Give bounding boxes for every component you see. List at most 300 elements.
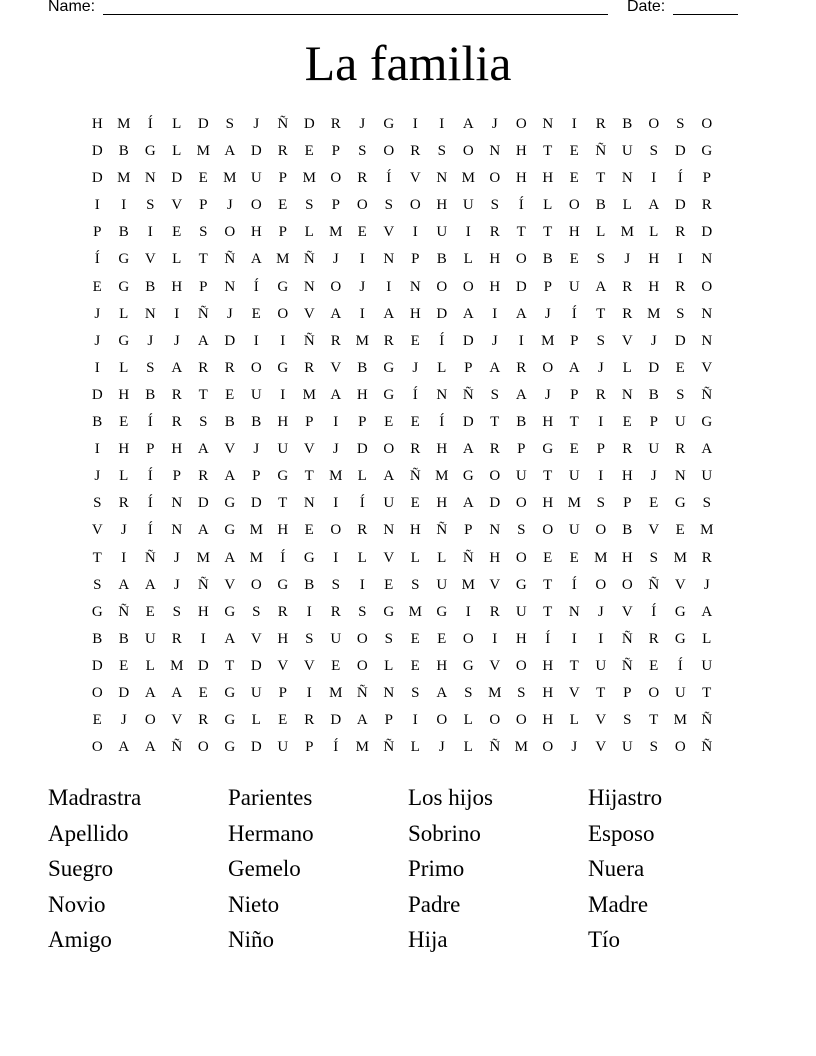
grid-letter[interactable]: G: [436, 603, 448, 620]
grid-letter[interactable]: V: [701, 359, 713, 376]
grid-letter[interactable]: J: [491, 332, 498, 349]
grid-letter[interactable]: I: [200, 630, 206, 647]
grid-letter[interactable]: Í: [147, 495, 153, 512]
grid-letter[interactable]: Í: [518, 197, 524, 214]
grid-letter[interactable]: P: [331, 143, 340, 160]
grid-letter[interactable]: E: [92, 712, 102, 729]
grid-letter[interactable]: O: [277, 305, 289, 322]
grid-letter[interactable]: U: [330, 630, 342, 647]
grid-letter[interactable]: E: [198, 170, 208, 187]
grid-letter[interactable]: E: [410, 630, 420, 647]
grid-letter[interactable]: A: [595, 278, 607, 295]
grid-letter[interactable]: E: [410, 657, 420, 674]
grid-letter[interactable]: L: [357, 468, 367, 485]
grid-letter[interactable]: V: [303, 305, 315, 322]
grid-letter[interactable]: R: [304, 359, 315, 376]
grid-letter[interactable]: P: [172, 468, 181, 485]
grid-letter[interactable]: M: [117, 116, 131, 132]
grid-letter[interactable]: N: [436, 386, 448, 403]
grid-letter[interactable]: E: [569, 549, 579, 566]
grid-letter[interactable]: S: [490, 386, 499, 403]
grid-letter[interactable]: G: [144, 143, 156, 160]
grid-letter[interactable]: H: [648, 278, 660, 295]
grid-letter[interactable]: I: [359, 576, 365, 593]
grid-letter[interactable]: S: [490, 197, 499, 214]
grid-letter[interactable]: A: [118, 739, 130, 756]
grid-letter[interactable]: P: [570, 332, 579, 349]
grid-letter[interactable]: V: [224, 576, 236, 593]
grid-letter[interactable]: S: [464, 684, 473, 701]
grid-letter[interactable]: R: [330, 603, 341, 620]
grid-letter[interactable]: T: [543, 468, 553, 485]
grid-letter[interactable]: Í: [94, 251, 100, 268]
grid-letter[interactable]: T: [490, 414, 500, 431]
grid-letter[interactable]: H: [409, 522, 421, 539]
grid-letter[interactable]: I: [439, 116, 445, 132]
grid-letter[interactable]: P: [649, 414, 658, 431]
grid-letter[interactable]: O: [330, 522, 342, 539]
grid-letter[interactable]: Í: [545, 630, 551, 647]
grid-letter[interactable]: Í: [412, 386, 418, 403]
grid-letter[interactable]: O: [91, 739, 103, 756]
grid-letter[interactable]: M: [647, 305, 661, 322]
grid-letter[interactable]: M: [541, 332, 555, 349]
grid-letter[interactable]: I: [465, 224, 471, 241]
grid-letter[interactable]: I: [598, 468, 604, 485]
grid-letter[interactable]: E: [649, 495, 659, 512]
grid-letter[interactable]: A: [197, 332, 209, 349]
grid-letter[interactable]: V: [91, 522, 103, 539]
grid-letter[interactable]: D: [701, 224, 713, 241]
grid-letter[interactable]: L: [410, 739, 420, 756]
grid-letter[interactable]: V: [224, 441, 236, 458]
grid-letter[interactable]: S: [596, 332, 605, 349]
grid-letter[interactable]: I: [306, 603, 312, 620]
grid-letter[interactable]: I: [121, 197, 127, 214]
grid-letter[interactable]: M: [673, 549, 687, 566]
grid-letter[interactable]: J: [703, 576, 710, 593]
grid-letter[interactable]: M: [567, 495, 581, 512]
grid-letter[interactable]: A: [648, 197, 660, 214]
grid-letter[interactable]: G: [303, 549, 315, 566]
grid-letter[interactable]: I: [598, 630, 604, 647]
grid-letter[interactable]: S: [384, 197, 393, 214]
grid-letter[interactable]: R: [489, 224, 500, 241]
grid-letter[interactable]: V: [303, 441, 315, 458]
grid-letter[interactable]: E: [357, 224, 367, 241]
grid-letter[interactable]: G: [701, 143, 713, 160]
grid-letter[interactable]: Í: [333, 739, 339, 756]
grid-letter[interactable]: J: [253, 116, 260, 132]
grid-letter[interactable]: O: [409, 197, 421, 214]
grid-letter[interactable]: E: [145, 603, 155, 620]
grid-letter[interactable]: P: [702, 170, 711, 187]
grid-letter[interactable]: D: [436, 305, 448, 322]
grid-letter[interactable]: G: [383, 116, 395, 132]
grid-letter[interactable]: U: [674, 684, 686, 701]
grid-letter[interactable]: O: [383, 441, 395, 458]
grid-letter[interactable]: A: [144, 739, 156, 756]
grid-letter[interactable]: O: [462, 143, 474, 160]
grid-letter[interactable]: J: [624, 251, 631, 268]
grid-letter[interactable]: O: [356, 657, 368, 674]
grid-letter[interactable]: O: [568, 197, 580, 214]
grid-letter[interactable]: P: [623, 684, 632, 701]
grid-letter[interactable]: I: [412, 116, 418, 132]
grid-letter[interactable]: P: [570, 386, 579, 403]
grid-letter[interactable]: O: [197, 739, 209, 756]
grid-letter[interactable]: S: [305, 197, 314, 214]
grid-letter[interactable]: I: [333, 549, 339, 566]
grid-letter[interactable]: D: [250, 657, 262, 674]
grid-letter[interactable]: T: [92, 549, 102, 566]
grid-letter[interactable]: V: [171, 712, 183, 729]
grid-letter[interactable]: P: [517, 441, 526, 458]
grid-letter[interactable]: H: [542, 712, 554, 729]
grid-letter[interactable]: U: [701, 657, 713, 674]
grid-letter[interactable]: Ñ: [197, 576, 209, 593]
grid-letter[interactable]: N: [303, 278, 315, 295]
grid-letter[interactable]: L: [304, 224, 314, 241]
grid-letter[interactable]: L: [649, 224, 659, 241]
grid-letter[interactable]: Í: [439, 414, 445, 431]
grid-letter[interactable]: M: [170, 657, 184, 674]
grid-letter[interactable]: S: [517, 522, 526, 539]
grid-letter[interactable]: H: [489, 251, 501, 268]
grid-letter[interactable]: N: [144, 305, 156, 322]
grid-letter[interactable]: S: [172, 603, 181, 620]
grid-letter[interactable]: N: [489, 143, 501, 160]
grid-letter[interactable]: D: [197, 657, 209, 674]
grid-letter[interactable]: S: [358, 143, 367, 160]
grid-letter[interactable]: V: [409, 170, 421, 187]
grid-letter[interactable]: L: [543, 197, 553, 214]
grid-letter[interactable]: I: [492, 305, 498, 322]
grid-letter[interactable]: L: [145, 657, 155, 674]
grid-letter[interactable]: J: [173, 332, 180, 349]
grid-letter[interactable]: U: [250, 170, 262, 187]
grid-letter[interactable]: H: [621, 549, 633, 566]
grid-letter[interactable]: H: [409, 305, 421, 322]
grid-letter[interactable]: A: [118, 576, 130, 593]
grid-letter[interactable]: N: [701, 305, 713, 322]
grid-letter[interactable]: J: [412, 359, 419, 376]
grid-letter[interactable]: I: [94, 359, 100, 376]
grid-letter[interactable]: M: [249, 522, 263, 539]
grid-letter[interactable]: I: [174, 305, 180, 322]
grid-letter[interactable]: J: [94, 332, 101, 349]
grid-letter[interactable]: B: [304, 576, 315, 593]
grid-letter[interactable]: A: [144, 576, 156, 593]
grid-letter[interactable]: R: [171, 630, 182, 647]
grid-letter[interactable]: N: [701, 251, 713, 268]
grid-letter[interactable]: J: [173, 549, 180, 566]
grid-letter[interactable]: G: [515, 576, 527, 593]
grid-letter[interactable]: Ñ: [621, 630, 633, 647]
grid-letter[interactable]: R: [330, 332, 341, 349]
grid-letter[interactable]: R: [595, 116, 606, 132]
grid-letter[interactable]: H: [515, 630, 527, 647]
grid-letter[interactable]: T: [596, 170, 606, 187]
grid-letter[interactable]: B: [542, 251, 553, 268]
grid-letter[interactable]: L: [463, 739, 473, 756]
grid-letter[interactable]: U: [568, 522, 580, 539]
grid-letter[interactable]: U: [436, 576, 448, 593]
grid-letter[interactable]: T: [543, 143, 553, 160]
grid-letter[interactable]: R: [198, 468, 209, 485]
grid-letter[interactable]: Ñ: [277, 116, 289, 132]
grid-letter[interactable]: Ñ: [197, 305, 209, 322]
grid-letter[interactable]: E: [569, 143, 579, 160]
grid-letter[interactable]: L: [251, 712, 261, 729]
grid-letter[interactable]: D: [462, 332, 474, 349]
grid-letter[interactable]: U: [595, 657, 607, 674]
grid-letter[interactable]: O: [489, 468, 501, 485]
grid-letter[interactable]: P: [358, 414, 367, 431]
grid-letter[interactable]: H: [436, 495, 448, 512]
grid-letter[interactable]: P: [464, 522, 473, 539]
grid-letter[interactable]: G: [383, 386, 395, 403]
grid-letter[interactable]: P: [623, 495, 632, 512]
grid-letter[interactable]: O: [515, 549, 527, 566]
grid-letter[interactable]: E: [675, 522, 685, 539]
grid-letter[interactable]: N: [621, 386, 633, 403]
grid-letter[interactable]: A: [462, 116, 474, 132]
grid-letter[interactable]: O: [436, 712, 448, 729]
grid-letter[interactable]: Ñ: [462, 386, 474, 403]
grid-letter[interactable]: Ñ: [462, 549, 474, 566]
grid-letter[interactable]: O: [515, 116, 527, 132]
grid-letter[interactable]: T: [198, 386, 208, 403]
grid-letter[interactable]: D: [674, 143, 686, 160]
grid-letter[interactable]: I: [121, 549, 127, 566]
grid-letter[interactable]: U: [436, 224, 448, 241]
grid-letter[interactable]: R: [383, 332, 394, 349]
grid-letter[interactable]: M: [329, 684, 343, 701]
grid-letter[interactable]: I: [571, 630, 577, 647]
grid-letter[interactable]: J: [332, 251, 339, 268]
grid-letter[interactable]: O: [648, 684, 660, 701]
grid-letter[interactable]: Í: [439, 332, 445, 349]
grid-letter[interactable]: H: [515, 170, 527, 187]
grid-letter[interactable]: Í: [147, 468, 153, 485]
grid-letter[interactable]: U: [515, 603, 527, 620]
grid-letter[interactable]: M: [329, 468, 343, 485]
grid-letter[interactable]: G: [277, 278, 289, 295]
grid-letter[interactable]: A: [515, 386, 527, 403]
grid-letter[interactable]: B: [118, 630, 129, 647]
grid-letter[interactable]: Ñ: [648, 576, 660, 593]
grid-letter[interactable]: Ñ: [303, 251, 315, 268]
grid-letter[interactable]: D: [91, 386, 103, 403]
grid-letter[interactable]: M: [355, 332, 369, 349]
grid-letter[interactable]: N: [489, 522, 501, 539]
grid-letter[interactable]: E: [675, 359, 685, 376]
grid-letter[interactable]: I: [253, 332, 259, 349]
grid-letter[interactable]: P: [305, 739, 314, 756]
grid-letter[interactable]: Ñ: [489, 739, 501, 756]
grid-letter[interactable]: S: [252, 603, 261, 620]
grid-letter[interactable]: M: [620, 224, 634, 241]
grid-letter[interactable]: O: [462, 630, 474, 647]
grid-letter[interactable]: M: [355, 739, 369, 756]
grid-letter[interactable]: T: [543, 224, 553, 241]
grid-letter[interactable]: E: [251, 305, 261, 322]
grid-letter[interactable]: O: [515, 251, 527, 268]
grid-letter[interactable]: R: [701, 197, 712, 214]
grid-letter[interactable]: T: [516, 224, 526, 241]
grid-letter[interactable]: E: [198, 684, 208, 701]
grid-letter[interactable]: M: [408, 603, 422, 620]
grid-letter[interactable]: H: [250, 224, 262, 241]
grid-letter[interactable]: G: [118, 278, 130, 295]
grid-letter[interactable]: D: [197, 116, 209, 132]
date-blank-line[interactable]: [673, 14, 738, 15]
grid-letter[interactable]: J: [571, 739, 578, 756]
grid-letter[interactable]: A: [197, 522, 209, 539]
grid-letter[interactable]: G: [674, 495, 686, 512]
grid-letter[interactable]: A: [144, 684, 156, 701]
grid-letter[interactable]: M: [223, 170, 237, 187]
grid-letter[interactable]: O: [383, 143, 395, 160]
grid-letter[interactable]: A: [330, 305, 342, 322]
grid-letter[interactable]: H: [542, 657, 554, 674]
grid-letter[interactable]: D: [91, 170, 103, 187]
grid-letter[interactable]: R: [330, 116, 341, 132]
grid-letter[interactable]: O: [330, 170, 342, 187]
grid-letter[interactable]: A: [462, 495, 474, 512]
grid-letter[interactable]: S: [146, 359, 155, 376]
grid-letter[interactable]: E: [410, 332, 420, 349]
grid-letter[interactable]: U: [250, 386, 262, 403]
grid-letter[interactable]: Í: [147, 522, 153, 539]
grid-letter[interactable]: L: [172, 116, 182, 132]
grid-letter[interactable]: O: [515, 657, 527, 674]
grid-letter[interactable]: Í: [677, 170, 683, 187]
grid-letter[interactable]: U: [674, 414, 686, 431]
grid-letter[interactable]: A: [701, 603, 713, 620]
grid-letter[interactable]: Í: [147, 414, 153, 431]
grid-letter[interactable]: A: [383, 468, 395, 485]
grid-letter[interactable]: R: [516, 359, 527, 376]
grid-letter[interactable]: A: [462, 305, 474, 322]
grid-letter[interactable]: O: [542, 739, 554, 756]
grid-letter[interactable]: R: [622, 305, 633, 322]
grid-letter[interactable]: M: [461, 170, 475, 187]
grid-letter[interactable]: I: [598, 414, 604, 431]
grid-letter[interactable]: S: [305, 630, 314, 647]
grid-letter[interactable]: O: [489, 170, 501, 187]
grid-letter[interactable]: H: [277, 414, 289, 431]
grid-letter[interactable]: H: [171, 278, 183, 295]
grid-letter[interactable]: B: [648, 386, 659, 403]
grid-letter[interactable]: I: [333, 414, 339, 431]
grid-letter[interactable]: M: [196, 549, 210, 566]
grid-letter[interactable]: J: [226, 305, 233, 322]
grid-letter[interactable]: H: [91, 116, 103, 132]
grid-letter[interactable]: U: [568, 468, 580, 485]
grid-letter[interactable]: L: [437, 359, 447, 376]
grid-letter[interactable]: J: [94, 305, 101, 322]
grid-letter[interactable]: L: [569, 712, 579, 729]
grid-letter[interactable]: G: [462, 657, 474, 674]
grid-letter[interactable]: N: [383, 684, 395, 701]
grid-letter[interactable]: M: [117, 170, 131, 187]
grid-letter[interactable]: Í: [386, 170, 392, 187]
grid-letter[interactable]: R: [171, 414, 182, 431]
grid-letter[interactable]: E: [384, 414, 394, 431]
grid-letter[interactable]: D: [250, 143, 262, 160]
grid-letter[interactable]: O: [674, 739, 686, 756]
grid-letter[interactable]: E: [543, 549, 553, 566]
grid-letter[interactable]: E: [92, 278, 102, 295]
grid-letter[interactable]: S: [676, 305, 685, 322]
grid-letter[interactable]: O: [648, 116, 660, 132]
grid-letter[interactable]: S: [649, 549, 658, 566]
grid-letter[interactable]: L: [596, 224, 606, 241]
grid-letter[interactable]: J: [597, 359, 604, 376]
grid-letter[interactable]: H: [436, 441, 448, 458]
grid-letter[interactable]: P: [331, 197, 340, 214]
grid-letter[interactable]: B: [92, 414, 103, 431]
grid-letter[interactable]: J: [544, 386, 551, 403]
grid-letter[interactable]: Ñ: [595, 143, 607, 160]
grid-letter[interactable]: S: [596, 495, 605, 512]
grid-letter[interactable]: H: [356, 386, 368, 403]
grid-letter[interactable]: L: [172, 143, 182, 160]
grid-letter[interactable]: S: [596, 251, 605, 268]
grid-letter[interactable]: O: [515, 712, 527, 729]
grid-letter[interactable]: E: [304, 522, 314, 539]
grid-letter[interactable]: J: [120, 522, 127, 539]
grid-letter[interactable]: A: [462, 441, 474, 458]
grid-letter[interactable]: O: [356, 197, 368, 214]
grid-letter[interactable]: T: [225, 657, 235, 674]
grid-letter[interactable]: M: [514, 739, 528, 756]
grid-letter[interactable]: I: [280, 332, 286, 349]
grid-letter[interactable]: J: [650, 468, 657, 485]
grid-letter[interactable]: I: [492, 630, 498, 647]
grid-letter[interactable]: T: [198, 251, 208, 268]
grid-letter[interactable]: S: [411, 684, 420, 701]
grid-letter[interactable]: I: [465, 603, 471, 620]
grid-letter[interactable]: S: [358, 603, 367, 620]
grid-letter[interactable]: M: [435, 468, 449, 485]
grid-letter[interactable]: R: [410, 441, 421, 458]
grid-letter[interactable]: G: [277, 359, 289, 376]
grid-letter[interactable]: T: [596, 684, 606, 701]
grid-letter[interactable]: U: [568, 278, 580, 295]
grid-letter[interactable]: U: [648, 441, 660, 458]
grid-letter[interactable]: B: [622, 522, 633, 539]
grid-letter[interactable]: O: [144, 712, 156, 729]
grid-letter[interactable]: Ñ: [356, 684, 368, 701]
grid-letter[interactable]: Í: [651, 603, 657, 620]
grid-letter[interactable]: I: [94, 441, 100, 458]
grid-letter[interactable]: A: [250, 251, 262, 268]
grid-letter[interactable]: M: [302, 386, 316, 403]
grid-letter[interactable]: V: [330, 359, 342, 376]
grid-letter[interactable]: I: [571, 116, 577, 132]
grid-letter[interactable]: A: [383, 305, 395, 322]
grid-letter[interactable]: Í: [253, 278, 259, 295]
grid-letter[interactable]: R: [489, 603, 500, 620]
grid-letter[interactable]: T: [569, 657, 579, 674]
grid-letter[interactable]: L: [119, 468, 129, 485]
grid-letter[interactable]: U: [277, 441, 289, 458]
grid-letter[interactable]: H: [118, 386, 130, 403]
grid-letter[interactable]: R: [410, 143, 421, 160]
